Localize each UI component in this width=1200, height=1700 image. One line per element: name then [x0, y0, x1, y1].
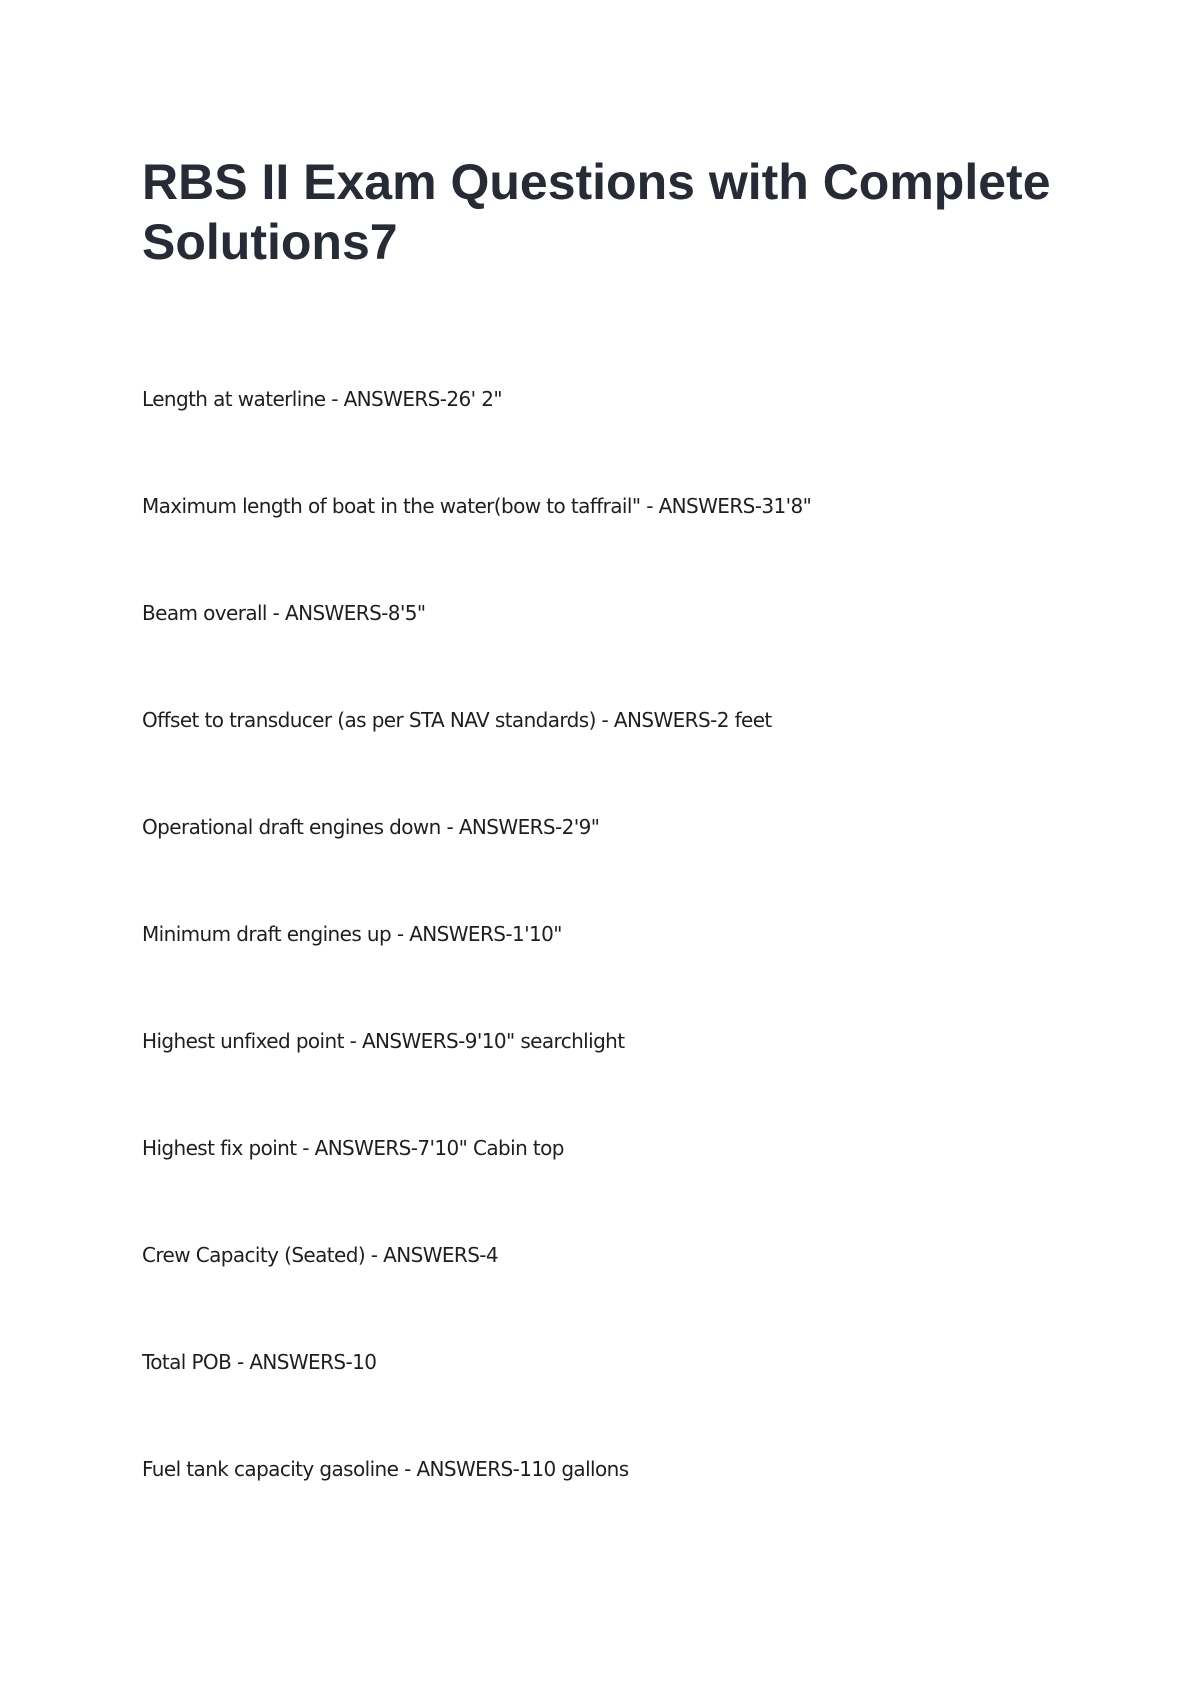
qa-item: Highest fix point - ANSWERS-7'10" Cabin top: [142, 1136, 564, 1160]
qa-item: Maximum length of boat in the water(bow to taffrail" - ANSWERS-31'8": [142, 494, 812, 518]
qa-item: Operational draft engines down - ANSWERS-2'9": [142, 815, 600, 839]
qa-item: Offset to transducer (as per STA NAV standards) - ANSWERS-2 feet: [142, 708, 772, 732]
qa-item: Crew Capacity (Seated) - ANSWERS-4: [142, 1243, 499, 1267]
qa-item: Minimum draft engines up - ANSWERS-1'10": [142, 922, 562, 946]
qa-item: Length at waterline - ANSWERS-26' 2": [142, 387, 502, 411]
qa-list: [142, 379, 811, 1556]
page-title: RBS II Exam Questions with Complete Solutions7: [142, 154, 1051, 270]
qa-item: Total POB - ANSWERS-10: [142, 1350, 377, 1374]
qa-item: Fuel tank capacity gasoline - ANSWERS-110 gallons: [142, 1457, 629, 1481]
qa-item: Highest unfixed point - ANSWERS-9'10" searchlight: [142, 1029, 625, 1053]
qa-item: Beam overall - ANSWERS-8'5": [142, 601, 426, 625]
